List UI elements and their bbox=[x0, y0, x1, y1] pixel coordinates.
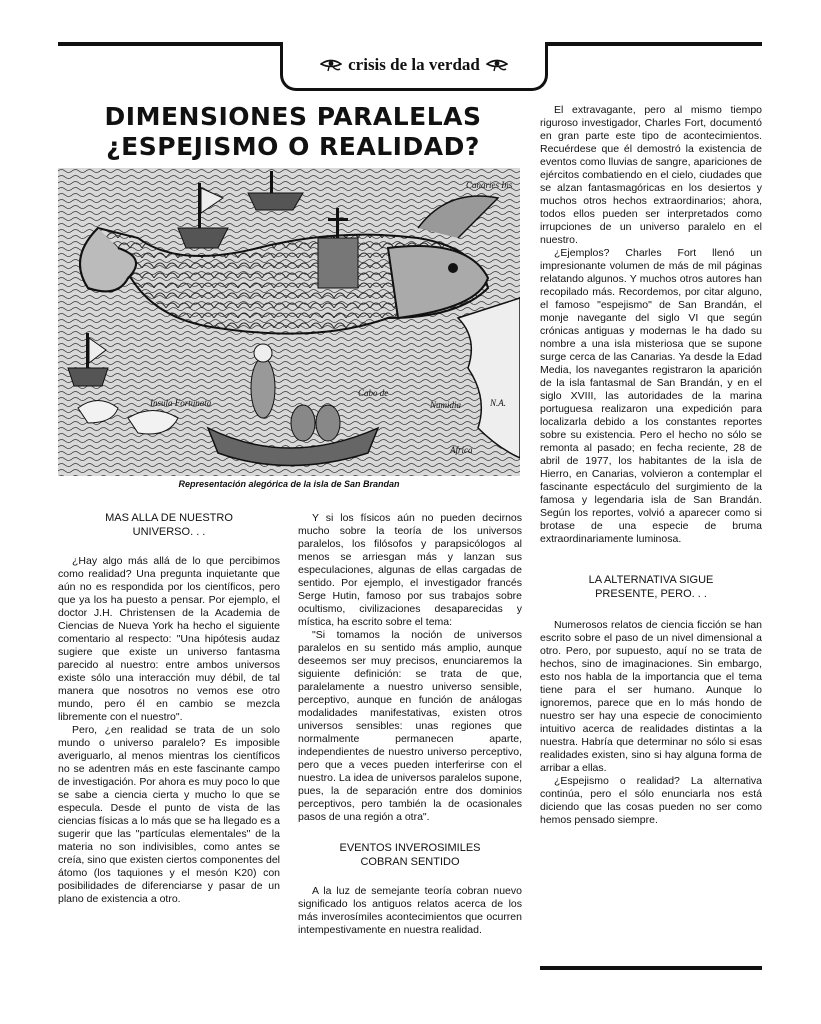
subhead-3: LA ALTERNATIVA SIGUE PRESENTE, PERO. . . bbox=[588, 574, 714, 600]
col3-paragraph: ¿Ejemplos? Charles Fort llenó un impresionante volumen de más de mil páginas relatando algunos. Y muchos otros autores han recopilado más. Recordemos, por citar alguno, el famoso "espejismo" de San Brandán, el monje navegante del siglo VI que según crónicas antiguas y modernas le ha dado su nombre a una isla misteriosa que se supone surge cerca de las Canarias. Ya desde la Edad Media, los navegantes registraron la aparición de la isla fantasmal de San Brandán, y en el siglo XVIII, las autoridades de la marina portuguesa realizaron una expedición para localizarla debido a los constantes reportes sobre su existencia. Pero el hecho no sólo se remonta al pasado; en fecha reciente, 28 de abril de 1977, los habitantes de la isla de Hierro, en Canarias, volvieron a contemplar el fascinante espectáculo del surgimiento de la famosa y legendaria isla de San Brandán. Según los reportes, volvió a aparecer como si brotase de una especie de bruma extraordinariamente luminosa. bbox=[540, 247, 762, 545]
col2-paragraph: Y si los físicos aún no pueden decirnos mucho sobre la teoría de los universos paralelos, los filósofos y parapsicólogos al menos se arriesgan más y lanzan sus especulaciones, algunas de ellas cargadas de sentido. Por ejemplo, el investigador francés Serge Hutin, famoso por sus trabajos sobre ocultismo, civilizaciones desaparecidas y mística, ha escrito sobre el tema: bbox=[298, 512, 522, 628]
header-rule-left bbox=[58, 42, 280, 46]
eye-of-horus-icon bbox=[320, 58, 342, 72]
map-label-na: N.A. bbox=[490, 398, 507, 408]
eye-of-horus-icon bbox=[486, 58, 508, 72]
map-label-canaries: Canaries Ins bbox=[466, 180, 513, 190]
subhead-1: MAS ALLA DE NUESTRO UNIVERSO. . . bbox=[105, 512, 233, 538]
map-label-cabo: Cabo de bbox=[358, 388, 389, 398]
column-2 bbox=[298, 512, 522, 937]
map-label-insula: Insula Fortunata bbox=[150, 398, 212, 408]
section-tab bbox=[280, 42, 548, 91]
col1-paragraph: ¿Hay algo más allá de lo que percibimos como realidad? Una pregunta inquietante que aún no es respondida por los científicos, pero que ya los ha puesto a pensar. Por ejemplo, el doctor J.H. Christensen de la Academia de Ciencias de Nueva York ha hecho el siguiente comentario al respecto: "Una hipótesis audaz sugiere que existe un universo fantasma parecido al nuestro: entre ambos universos existe sólo una interacción muy débil, de tal manera que nosotros no vemos ese otro mundo, pero él en cambio se mezcla libremente con el nuestro". bbox=[58, 555, 280, 723]
sea-monster-engraving bbox=[58, 168, 520, 476]
column-1 bbox=[58, 512, 280, 906]
col3-paragraph: El extravagante, pero al mismo tiempo riguroso investigador, Charles Fort, documentó en gran parte este tipo de acontecimientos. Recuérdese que él demostró la existencia de eventos como lluvias de sangre, apariciones de ejércitos combatiendo en el cielo, ciudades que se alzan fantasmagóricas en los desiertos y muchos otros hechos extraordinarios; ahora, todos ellos pueden ser interpretados como irrupciones de un universo paralelo en el nuestro. bbox=[540, 104, 762, 246]
map-label-africa: Africa bbox=[450, 445, 473, 455]
col3-paragraph: ¿Espejismo o realidad? La alternativa continúa, pero el sólo enunciarla nos está diciendo que las cosas pueden no ser como hemos pensado siempre. bbox=[540, 775, 762, 826]
header-rule-right bbox=[542, 42, 762, 46]
headline-line-1: DIMENSIONES PARALELAS bbox=[104, 102, 482, 131]
subhead-2: EVENTOS INVEROSIMILES COBRAN SENTIDO bbox=[339, 842, 481, 868]
illustration-caption: Representación alegórica de la isla de San Brandan bbox=[178, 479, 400, 489]
headline-line-2: ¿ESPEJISMO O REALIDAD? bbox=[106, 132, 480, 161]
col2-paragraph: A la luz de semejante teoría cobran nuevo significado los antiguos relatos acerca de los más inverosímiles acontecimientos que ocurren intempestivamente en nuestra realidad. bbox=[298, 885, 522, 936]
footer-rule bbox=[540, 966, 762, 970]
col1-paragraph: Pero, ¿en realidad se trata de un solo mundo o universo paralelo? Es imposible averiguarlo, al menos mientras los científicos no se adentren más en este fascinante campo de investigación. Por ahora es muy poco lo que se sabe a ciencia cierta y mucho lo que se especula. Desde el punto de vista de las ciencias físicas a lo más que se ha llegado es a sugerir que las "partículas elementales" de la materia no son indivisibles, como antes se creía, sino que existen ciertos componentes del átomo (los taquiones y el mesón K20) con posibilidades de diferenciarse y pasar de un plano de existencia a otro. bbox=[58, 724, 280, 905]
column-3 bbox=[540, 104, 762, 827]
illustration-san-brandan bbox=[58, 168, 520, 476]
section-title: crisis de la verdad bbox=[348, 55, 480, 74]
map-label-numidia: Numidia bbox=[430, 400, 462, 410]
col3-paragraph: Numerosos relatos de ciencia ficción se han escrito sobre el paso de un nivel dimensional a otro. Pero, por supuesto, aquí no se trata de hechos, sino de imaginaciones. Sin embargo, esto nos habla de la importancia que el tema tiene para el ser humano. Aunque lo ignoremos, parece que en lo más hondo de nuestro ser hay una especie de conocimiento intuitivo acerca de realidades distintas a la nuestra. Habría que determinar no sólo si esas realidades existen, sino si hay alguna forma de arribar a ellas. bbox=[540, 619, 762, 774]
col2-quote: "Si tomamos la noción de universos paralelos en su sentido más amplio, aunque deseemos ser muy precisos, enunciaremos la siguiente definición: se trata de que, paralelamente a nuestro universo sensible, perceptivo, aunque en función de análogas modalidades manifestativas, existen otros universos sensibles: unas regiones que normalmente permanecen aparte, independientes de nuestro universo perceptivo, pero que a veces pueden interferirse con el nuestro. La idea de universos paralelos supone, pues, la de separación entre dos dominios perceptivos, pero también la de ocasionales pasos de una región a otra". bbox=[298, 629, 522, 823]
